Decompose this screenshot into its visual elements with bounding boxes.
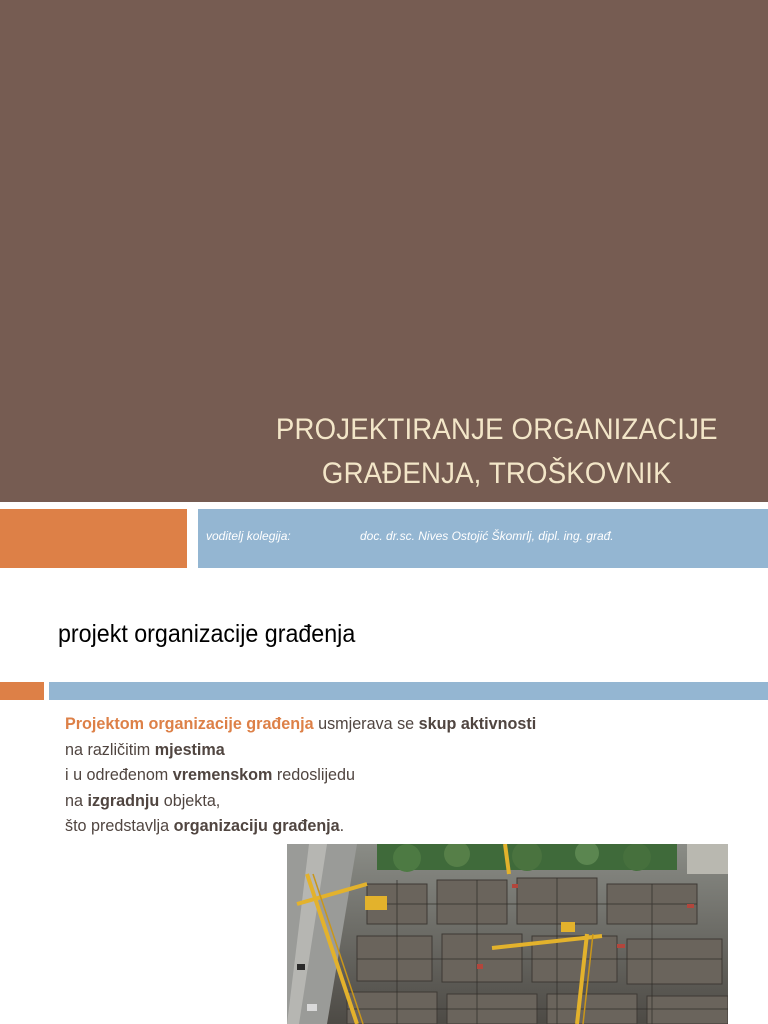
slide-title bbox=[258, 408, 736, 496]
divider-orange bbox=[0, 682, 44, 700]
body-line-4 bbox=[65, 788, 536, 814]
body-text-fragment: na različitim bbox=[65, 739, 155, 759]
body-text-fragment: i u određenom bbox=[65, 765, 173, 784]
body-bold-fragment: skup aktivnosti bbox=[418, 714, 537, 733]
body-text-fragment: usmjerava se bbox=[313, 714, 419, 733]
divider-blue bbox=[49, 682, 768, 700]
orange-accent-block bbox=[0, 509, 187, 568]
body-accent-phrase: Projektom organizacije građenja bbox=[65, 714, 314, 733]
body-text-fragment: redoslijedu bbox=[272, 765, 355, 784]
lecturer-label: voditelj kolegija: bbox=[206, 529, 291, 543]
slide-title-line1: PROJEKTIRANJE ORGANIZACIJE bbox=[275, 413, 718, 446]
slide-title-line2: GRAĐENJA, TROŠKOVNIK bbox=[321, 457, 672, 490]
body-bold-fragment: organizaciju građenja bbox=[173, 816, 340, 835]
body-text-fragment: objekta, bbox=[159, 790, 221, 810]
body-paragraph bbox=[65, 711, 536, 839]
body-bold-fragment: mjestima bbox=[154, 739, 225, 759]
construction-site-photo bbox=[287, 844, 728, 1024]
body-line-1 bbox=[65, 711, 536, 737]
title-panel bbox=[0, 0, 768, 502]
section-heading: projekt organizacije građenja bbox=[58, 620, 356, 648]
lecturer-name: doc. dr.sc. Nives Ostojić Škomrlj, dipl. ing. građ. bbox=[360, 529, 614, 543]
body-text-fragment: što predstavlja bbox=[65, 816, 174, 835]
body-line-2 bbox=[65, 737, 536, 763]
construction-photo-illustration bbox=[287, 844, 728, 1024]
body-text-fragment: na bbox=[65, 790, 88, 810]
body-line-5 bbox=[65, 813, 536, 839]
body-bold-fragment: izgradnju bbox=[87, 790, 160, 810]
body-line-3 bbox=[65, 762, 536, 788]
body-text-fragment: . bbox=[339, 816, 345, 835]
body-bold-fragment: vremenskom bbox=[172, 765, 273, 784]
